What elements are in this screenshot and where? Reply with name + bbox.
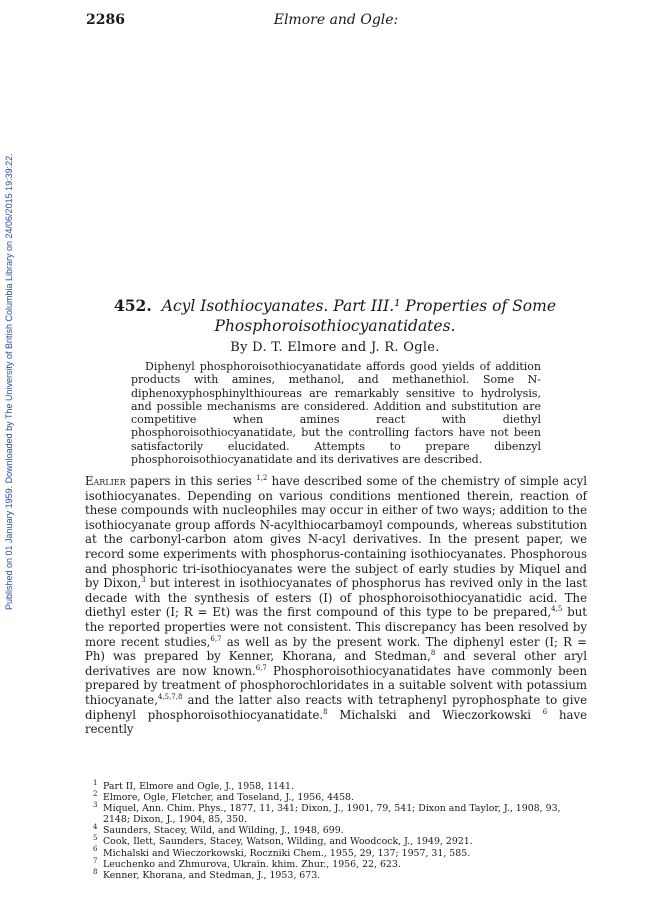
article-number: 452. (113, 296, 152, 315)
article-title (80, 296, 590, 336)
footnote: $^3$ Miquel, Ann. Chim. Phys., 1877, 11, 341; Dixon, J., 1901, 79, 541; Dixon and Taylor, J., 1908, 93, 2148; Dixon, J., 1904, 85, 350. (93, 801, 561, 826)
footnote: $^2$ Elmore, Ogle, Fletcher, and Toseland, J., 1956, 4458. (93, 789, 354, 804)
title-line-1: Acyl Isothiocyanates. Part III.¹ Properties of Some (161, 297, 556, 315)
footnote-text: Saunders, Stacey, Wild, and Wilding, J., 1948, 699. (103, 825, 344, 837)
body-span: and several other aryl derivatives are now known. (85, 649, 587, 678)
body-paragraph (85, 474, 587, 737)
byline: By D. T. Elmore and J. R. Ogle. (230, 340, 440, 355)
reference-mark: 6,7 (210, 634, 222, 643)
body-span: Michalski and Wieczorkowski (327, 707, 543, 722)
download-watermark: Published on 01 January 1959. Downloaded by The University of British Columbia Library on 24/06/2015 19:39:22. (4, 153, 14, 610)
abstract-text: Diphenyl phosphoroisothiocyanatidate affords good yields of addition products with amines, methanol, and methanethiol. Some N-diphenoxyphosphinylthioureas are remarkably sensitive to hydrolysis, and possible mechanisms are considered. Addition and substitution are competitive when amines react with diethyl phosphoroisothiocyanatidate, but the controlling factors have not been satisfactorily elucidated. Attempts to prepare dibenzyl phosphoroisothiocyanatidate and its derivatives are described. (131, 360, 541, 467)
footnote-text: Cook, Ilett, Saunders, Stacey, Watson, Wilding, and Woodcock, J., 1949, 2921. (103, 836, 473, 848)
footnotes (85, 778, 587, 881)
body-span: Phosphoroisothiocyanatidates have commonly been prepared by treatment of phosphorochloridates in a suitable solvent with potassium thiocyanate, (85, 663, 588, 707)
lead-word: Earlier (85, 474, 126, 488)
body-span: but the reported properties were not consistent. This discrepancy has been resolved by more recent studies, (85, 605, 587, 649)
reference-mark: 8 (430, 649, 436, 658)
body-span: have described some of the chemistry of simple acyl isothiocyanates. Depending on various conditions mentioned therein, reaction of these compounds with nucleophiles may occur in either of two ways; addition to the isothiocyanate group affords N-acylthiocarbamoyl compounds, whereas substitution at the carbonyl-carbon atom gives N-acyl derivatives. In the present paper, we record some experiments with phosphorus-containing isothiocyanates. Phosphorous and phosphoric tri-isothiocyanates were the subject of early studies by Miquel and by Dixon, (85, 474, 587, 591)
reference-mark: 6,7 (255, 663, 267, 672)
reference-mark: 3 (141, 576, 146, 585)
footnote: $^1$ Part II, Elmore and Ogle, J., 1958, 1141. (93, 778, 294, 792)
title-line-2: Phosphoroisothiocyanatidates. (214, 317, 456, 335)
footnote: $^6$ Michalski and Wieczorkowski, Roczniki Chem., 1955, 29, 137; 1957, 31, 585. (93, 845, 471, 859)
footnote-text: Part II, Elmore and Ogle, J., 1958, 1141. (103, 781, 294, 792)
reference-mark: 1,2 (256, 474, 268, 483)
footnote: $^7$ Leuchenko and Zhmurova, Ukrain. khim. Zhur., 1956, 22, 623. (93, 856, 401, 870)
reference-mark: 4,5 (551, 605, 563, 614)
body-span: but interest in isothiocyanates of phosphorus has revived only in the last decade with the synthesis of esters (I) of phosphoroisothiocyanatidic acid. The diethyl ester (I; R = Et) was the first compound of this type to be prepared, (85, 576, 587, 620)
body-span: have recently (85, 707, 587, 737)
footnote-text: Kenner, Khorana, and Stedman, J., 1953, 673. (103, 869, 321, 881)
footnote: $^5$ Cook, Ilett, Saunders, Stacey, Watson, Wilding, and Woodcock, J., 1949, 2921. (93, 834, 473, 848)
footnote: $^4$ Saunders, Stacey, Wild, and Wilding, J., 1948, 699. (93, 823, 344, 837)
body-span: papers in this series (125, 474, 257, 488)
page-number: 2286 (86, 12, 125, 28)
body-span: as well as by the present work. The diphenyl ester (I; R = Ph) was prepared by Kenner, Khorana, and Stedman, (85, 634, 587, 664)
reference-mark: 4,5,7,8 (157, 693, 183, 702)
footnote-text: Michalski and Wieczorkowski, Roczniki Chem., 1955, 29, 137; 1957, 31, 585. (103, 847, 471, 859)
running-head: Elmore and Ogle: (273, 12, 399, 28)
footnote: $^8$ Kenner, Khorana, and Stedman, J., 1953, 673. (93, 867, 321, 881)
reference-mark: 8 (323, 707, 328, 716)
abstract (131, 360, 541, 466)
footnote-text: Leuchenko and Zhmurova, Ukrain. khim. Zhur., 1956, 22, 623. (103, 858, 401, 870)
footnote-text: Miquel, Ann. Chim. Phys., 1877, 11, 341; Dixon, J., 1901, 79, 541; Dixon and Taylor, J., 1908, 93, 2148; Dixon, J., 1904, 85, 350. (103, 803, 561, 826)
body-span: and the latter also reacts with tetraphenyl pyrophosphate to give diphenyl phosphoroisothiocyanatidate. (85, 692, 587, 722)
reference-mark: 6 (542, 707, 548, 716)
body-text (85, 474, 587, 737)
footnote-text: Elmore, Ogle, Fletcher, and Toseland, J., 1956, 4458. (103, 792, 354, 804)
